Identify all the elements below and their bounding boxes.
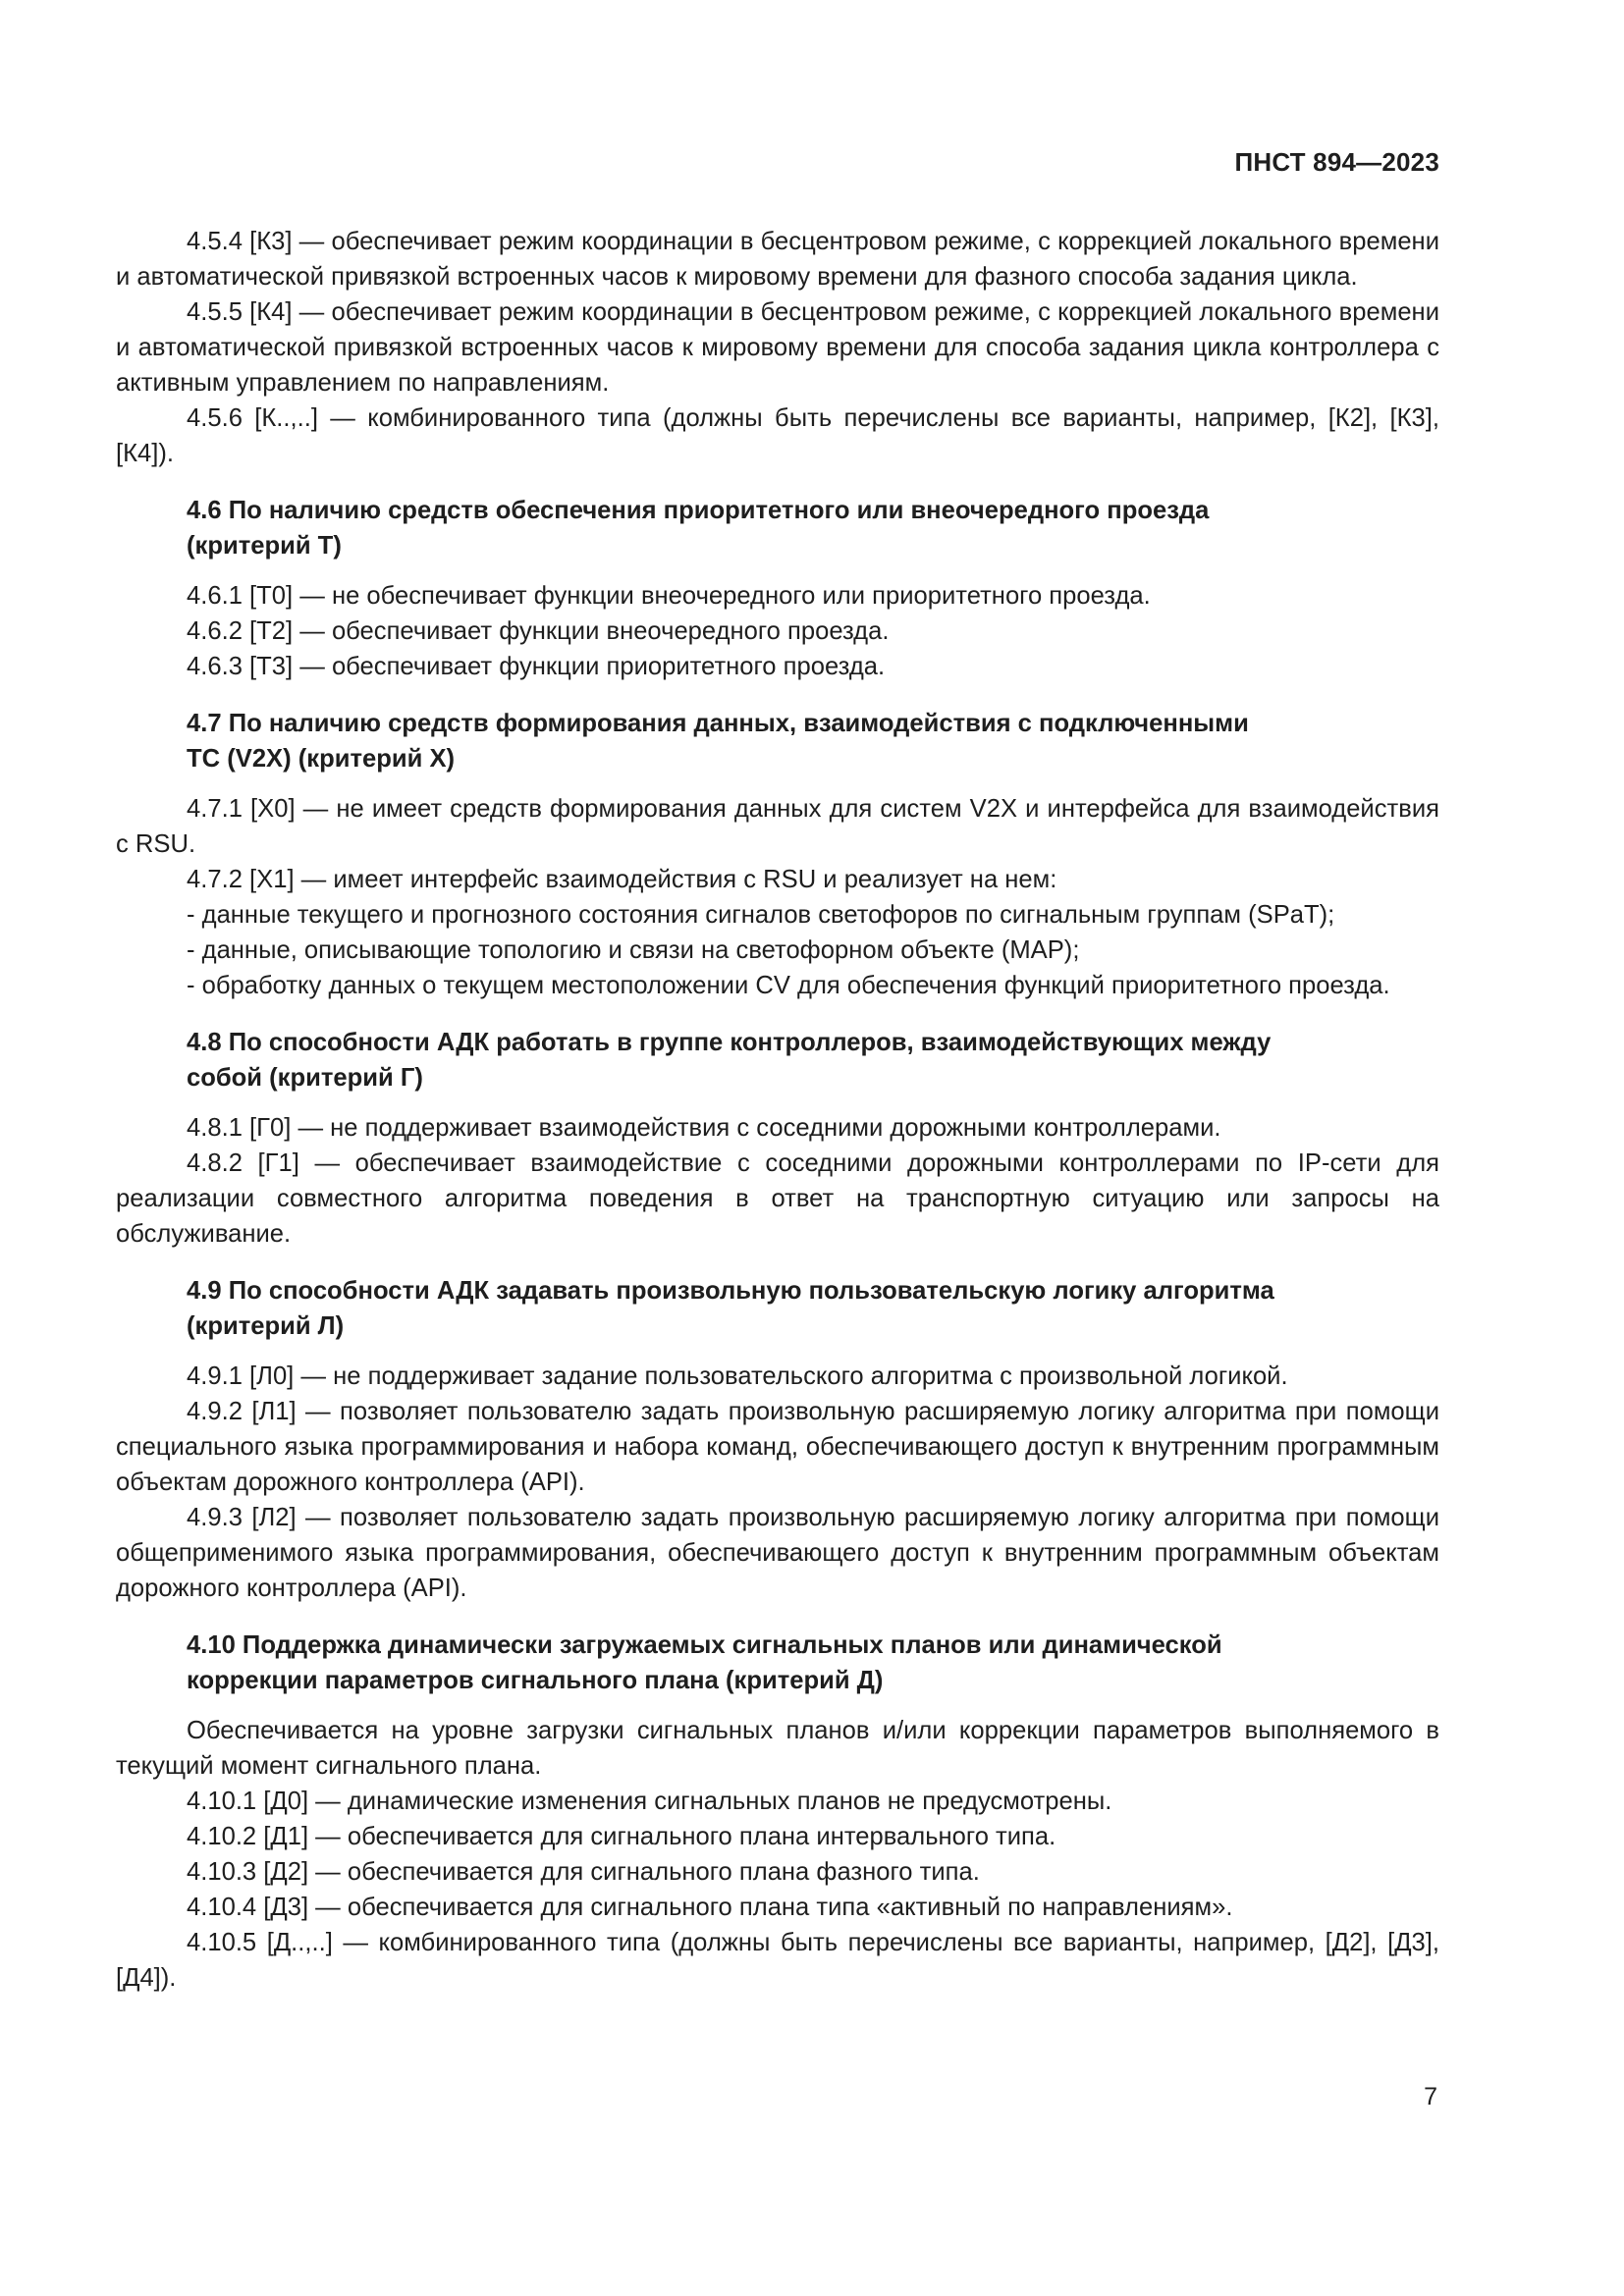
paragraph-4-7-2: 4.7.2 [Х1] — имеет интерфейс взаимодействия с RSU и реализует на нем:	[187, 866, 1057, 893]
paragraph-4-8-1: 4.8.1 [Г0] — не поддерживает взаимодействия с соседними дорожными контроллерами.	[187, 1114, 1221, 1142]
paragraph-4-5-4: 4.5.4 [К3] — обеспечивает режим координации в бесцентровом режиме, с коррекцией локального времени и автоматической привязкой встроенных часов к мировому времени для фазного способа задания цикла.	[116, 228, 1439, 291]
paragraph-4-6-1: 4.6.1 [Т0] — не обеспечивает функции внеочередного или приоритетного проезда.	[187, 582, 1151, 610]
paragraph-4-9-2: 4.9.2 [Л1] — позволяет пользователю задать произвольную расширяемую логику алгоритма при помощи специального языка программирования и набора команд, обеспечивающего доступ к внутренним программным объектам дорожного контроллера (API).	[116, 1398, 1439, 1496]
paragraph-4-10-intro: Обеспечивается на уровне загрузки сигнальных планов и/или коррекции параметров выполняемого в текущий момент сигнального плана.	[116, 1717, 1439, 1780]
paragraph-4-10-1: 4.10.1 [Д0] — динамические изменения сигнальных планов не предусмотрены.	[187, 1788, 1112, 1815]
heading-line: ТС (V2X) (критерий Х)	[187, 745, 456, 773]
section-heading-4-9	[116, 1273, 1439, 1344]
heading-line: 4.10 Поддержка динамически загружаемых сигнальных планов или динамической	[187, 1631, 1222, 1659]
paragraph-4-6-3: 4.6.3 [Т3] — обеспечивает функции приоритетного проезда.	[187, 653, 886, 680]
list-item-map: - данные, описывающие топологию и связи на светофорном объекте (MAP);	[187, 936, 1080, 964]
section-heading-4-10	[116, 1628, 1439, 1698]
heading-line: (критерий Т)	[187, 532, 342, 560]
heading-line: (критерий Л)	[187, 1312, 345, 1340]
paragraph-4-6-2: 4.6.2 [Т2] — обеспечивает функции внеочередного проезда.	[187, 617, 890, 645]
heading-line: собой (критерий Г)	[187, 1064, 423, 1092]
paragraph-4-8-2: 4.8.2 [Г1] — обеспечивает взаимодействие с соседними дорожными контроллерами по IP-сети для реализации совместного алгоритма поведения в ответ на транспортную ситуацию или запросы на обслуживание.	[116, 1149, 1439, 1248]
paragraph-4-5-6: 4.5.6 [К..,..] — комбинированного типа (должны быть перечислены все варианты, например, [К2], [К3], [К4]).	[116, 404, 1439, 467]
paragraph-4-9-1: 4.9.1 [Л0] — не поддерживает задание пользовательского алгоритма с произвольной логикой.	[187, 1362, 1288, 1390]
heading-line: 4.8 По способности АДК работать в группе контроллеров, взаимодействующих между	[187, 1029, 1272, 1056]
document-body	[116, 224, 1439, 1996]
paragraph-4-5-5: 4.5.5 [К4] — обеспечивает режим координации в бесцентровом режиме, с коррекцией локального времени и автоматической привязкой встроенных часов к мировому времени для способа задания цикла контроллера с активным управлением по направлениям.	[116, 298, 1439, 397]
heading-line: 4.6 По наличию средств обеспечения приоритетного или внеочередного проезда	[187, 497, 1210, 524]
page-number: 7	[1424, 2083, 1437, 2110]
heading-line: 4.7 По наличию средств формирования данных, взаимодействия с подключенными	[187, 710, 1249, 737]
document-code: ПНСТ 894—2023	[1234, 147, 1439, 177]
paragraph-4-10-5: 4.10.5 [Д..,..] — комбинированного типа (должны быть перечислены все варианты, например, [Д2], [Д3], [Д4]).	[116, 1929, 1439, 1992]
section-heading-4-6	[116, 493, 1439, 563]
paragraph-4-10-4: 4.10.4 [Д3] — обеспечивается для сигнального плана типа «активный по направлениям».	[187, 1894, 1233, 1921]
paragraph-4-10-3: 4.10.3 [Д2] — обеспечивается для сигнального плана фазного типа.	[187, 1858, 980, 1886]
paragraph-4-10-2: 4.10.2 [Д1] — обеспечивается для сигнального плана интервального типа.	[187, 1823, 1056, 1850]
section-heading-4-8	[116, 1025, 1439, 1095]
section-heading-4-7	[116, 706, 1439, 776]
list-item-cv: - обработку данных о текущем местоположении CV для обеспечения функций приоритетного проезда.	[187, 972, 1390, 999]
paragraph-4-7-1: 4.7.1 [Х0] — не имеет средств формирования данных для систем V2X и интерфейса для взаимодействия с RSU.	[116, 795, 1439, 858]
heading-line: 4.9 По способности АДК задавать произвольную пользовательскую логику алгоритма	[187, 1277, 1274, 1305]
list-item-spat: - данные текущего и прогнозного состояния сигналов светофоров по сигнальным группам (SPaT);	[187, 901, 1335, 929]
paragraph-4-9-3: 4.9.3 [Л2] — позволяет пользователю задать произвольную расширяемую логику алгоритма при помощи общеприменимого языка программирования, обеспечивающего доступ к внутренним программным объектам дорожного контроллера (API).	[116, 1504, 1439, 1602]
heading-line: коррекции параметров сигнального плана (критерий Д)	[187, 1667, 884, 1694]
